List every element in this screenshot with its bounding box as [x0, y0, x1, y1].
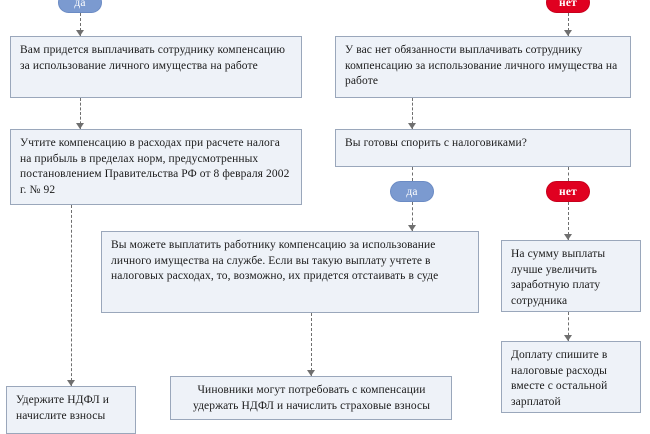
node-right-3: На сумму выплаты лучше увеличить заработную плату сотрудника: [501, 240, 641, 312]
connector-line: [71, 205, 72, 386]
pill-top-yes: да: [58, 0, 102, 13]
pill-mid-no: нет: [546, 181, 590, 202]
node-left-2: Учтите компенсацию в расходах при расчете налога на прибыль в пределах норм, предусмотренных постановлением Правительства РФ от 8 февраля 2002 г. № 92: [10, 129, 302, 205]
connector-line: [311, 313, 312, 376]
node-left-1: Вам придется выплачивать сотруднику компенсацию за использование личного имущества на работе: [10, 36, 302, 98]
node-mid-4: Чиновники могут потребовать с компенсации удержать НДФЛ и начислить страховые взносы: [170, 376, 452, 420]
connector-line: [568, 167, 569, 181]
node-mid-3: Вы можете выплатить работнику компенсацию за использование личного имущества на службе. Если вы такую выплату учтете в налоговых расходах, то, возможно, их придется отстаивать в суде: [101, 231, 479, 313]
pill-top-no: нет: [546, 0, 590, 13]
connector-line: [412, 167, 413, 181]
node-left-4: Удержите НДФЛ и начислите взносы: [6, 386, 136, 434]
node-right-4: Доплату спишите в налоговые расходы вместе с остальной зарплатой: [501, 341, 641, 413]
node-right-2-question: Вы готовы спорить с налоговиками?: [335, 129, 631, 167]
node-right-1: У вас нет обязанности выплачивать сотруднику компенсацию за использование личного имущества на работе: [335, 36, 631, 98]
pill-mid-yes: да: [390, 181, 434, 202]
